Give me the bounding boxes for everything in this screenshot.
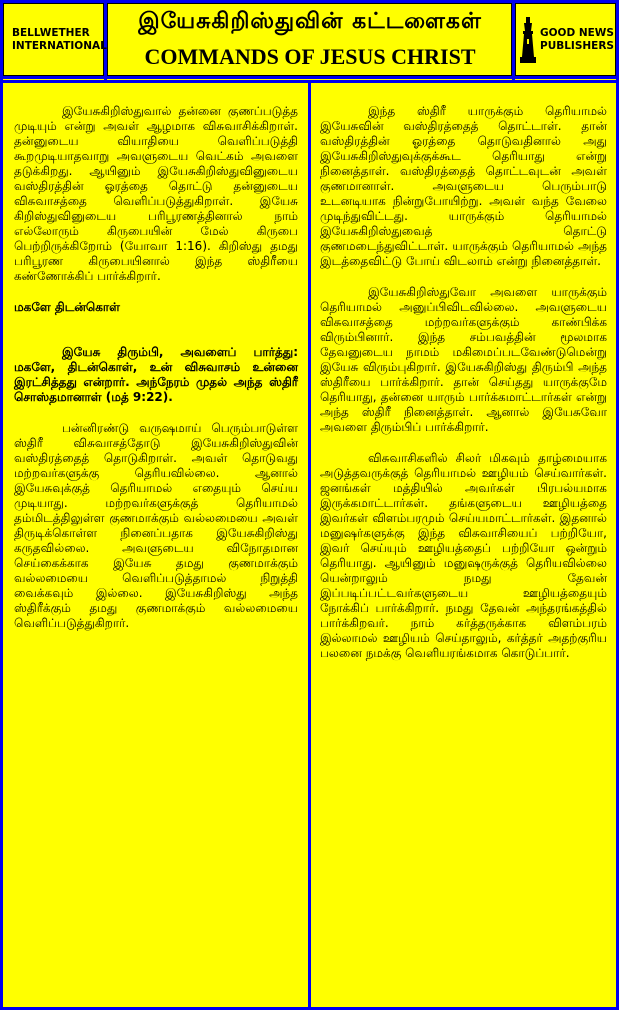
section-heading: மகளே திடன்கொள் bbox=[14, 300, 120, 314]
right-paragraph-3: விசுவாசிகளில் சிலர் மிகவும் தாழ்மையாக அடுத்தவருக்குத் தெரியாமல் ஊழியம் செய்வார்கள். ஜனங்கள் மத்தியில் அவர்கள் பிரபல்யமாக இருக்கமாட்டார்கள். தங்களுடைய ஊழியத்தை இவர்கள் விளம்பரமும் செய்யமாட்டார்கள். இதனால் மனுஷர்களுக்கு இந்த விசுவாசியைப் பற்றியோ, இவர் செய்யும் ஊழியத்தைப் பற்றியோ ஒன்றும் தெரியாது. ஆயினும் மனுஷருக்குத் தெரியவில்லை யென்றாலும் நமது தேவன் இப்படிப்பட்டவர்களுடைய ஊழியத்தையும் நோக்கிப் பார்க்கிறார். நமது தேவன் அந்தரங்கத்தில் பார்க்கிறவர். நாம் கர்த்தருக்காக விளம்பரம் இல்லாமல் ஊழியம் செய்தாலும், கர்த்தர் அதற்குரிய பலனை நமக்கு வெளியரங்கமாக கொடுப்பார். bbox=[320, 451, 607, 660]
bellwether-logo bbox=[8, 4, 107, 75]
good-news-logo bbox=[520, 4, 614, 75]
title-tamil: இயேசுகிறிஸ்துவின் கட்டளைகள் bbox=[138, 8, 482, 34]
right-column bbox=[320, 104, 607, 677]
right-logo-line1: GOOD NEWS bbox=[540, 26, 614, 39]
header-divider bbox=[0, 76, 619, 79]
right-paragraph-2: இயேசுகிறிஸ்துவோ அவளை யாருக்கும் தெரியாமல் அனுப்பிவிடவில்லை. அவளுடைய விசுவாசத்தை மற்றவர்களுக்கும் காண்பிக்க விரும்பினார். இந்த சம்பவத்தின் மூலமாக தேவனுடைய நாமம் மகிமைப்படவேண்டுமென்று இயேசு விரும்புகிறார். இயேசுகிறிஸ்து திரும்பி அந்த ஸ்திரீயை பார்க்கிறார். தான் செய்தது யாருக்குமே தெரியாது, தன்னை யாரும் பார்க்கமாட்டார்கள் என்று அந்த ஸ்திரீ நினைத்தாள். ஆனால் இயேசுவோ அவளை திரும்பிப் பார்க்கிறார். bbox=[320, 285, 607, 434]
left-logo-line1: BELLWETHER bbox=[12, 26, 90, 39]
left-paragraph-1: இயேசுகிறிஸ்துவால் தன்னை குணப்படுத்த முடியும் என்று அவள் ஆழமாக விசுவாசிக்கிறாள். தன்னுடைய வியாதியை வெளிப்படுத்தி கூறமுடியாதவாறு அவளுடைய வெட்கம் அவளை தடுக்கிறது. ஆயினும் இயேசுகிறிஸ்துவினுடைய வஸ்திரத்தின் ஓரத்தை தொட்டு தன்னுடைய விசுவாசத்தை வெளிப்படுத்துகிறாள். இயேசு கிறிஸ்துவினுடைய பரிபூரணத்தினால் நாம் எல்லோரும் கிருபையின் மேல் கிருபை பெற்றிருக்கிறோம் (யோவா 1:16). கிறிஸ்து தமது பரிபூரண கிருபையினால் இந்த ஸ்திரீயை கண்ணோக்கிப் பார்க்கிறார். bbox=[14, 104, 298, 283]
tower-icon bbox=[520, 17, 536, 63]
column-separator bbox=[308, 80, 311, 1010]
left-column bbox=[14, 104, 298, 647]
left-logo-line2: INTERNATIONAL bbox=[12, 39, 107, 52]
title-english: COMMANDS OF JESUS CHRIST bbox=[144, 44, 476, 69]
scripture-verse: இயேசு திரும்பி, அவளைப் பார்த்து: மகளே, திடன்கொள், உன் விசுவாசம் உன்னை இரட்சித்தது என்றார். அந்நேரம் முதல் அந்த ஸ்திரீ சொஸ்தமானாள் (மத் 9:22). bbox=[14, 345, 298, 404]
right-paragraph-1: இந்த ஸ்திரீ யாருக்கும் தெரியாமல் இயேசுவின் வஸ்திரத்தைத் தொட்டாள். தான் வஸ்திரத்தின் ஓரத்தை தொடுவதினால் அது இயேசுகிறிஸ்துவுக்குக்கூட தெரியாது என்று நினைத்தாள். வஸ்திரத்தைத் தொட்டவுடன் அவள் குணமானாள். அவளுடைய பெரும்பாடு உடனடியாக நின்றுபோயிற்று. அவள் வந்த வேலை முடிந்துவிட்டது. யாருக்கும் தெரியாமல் இயேசுகிறிஸ்துவைத் தொட்டு குணமடைந்துவிட்டாள். யாருக்கும் தெரியாமல் அந்த இடத்தைவிட்டு போய் விடலாம் என்று நினைத்தாள். bbox=[320, 104, 607, 268]
right-logo-line2: PUBLISHERS bbox=[540, 39, 614, 52]
left-paragraph-2: பன்னிரண்டு வருஷமாய் பெரும்பாடுள்ள ஸ்திரீ விசுவாசத்தோடு இயேசுகிறிஸ்துவின் வஸ்திரத்தைத் தொடுகிறாள். அவள் தொடுவது மற்றவர்களுக்கு தெரியவில்லை. ஆனால் இயேசுவுக்குத் தெரியாமல் எதையும் செய்ய முடியாது. மற்றவர்களுக்குத் தெரியாமல் தம்மிடத்திலுள்ள குணமாக்கும் வல்லமையை அவள் திருடிக்கொள்ள நினைப்பதாக இயேசுகிறிஸ்து கருதவில்லை. அவளுடைய விநோதமான செய்கைக்காக இயேசு தமது குணமாக்கும் வல்லமையை வெளிப்படுத்தாமல் நிறுத்தி வைக்கவும் இல்லை. இயேசுகிறிஸ்து அந்த ஸ்திரீக்கும் தமது குணமாக்கும் வல்லமையை வெளிப்படுத்துகிறார். bbox=[14, 421, 298, 630]
